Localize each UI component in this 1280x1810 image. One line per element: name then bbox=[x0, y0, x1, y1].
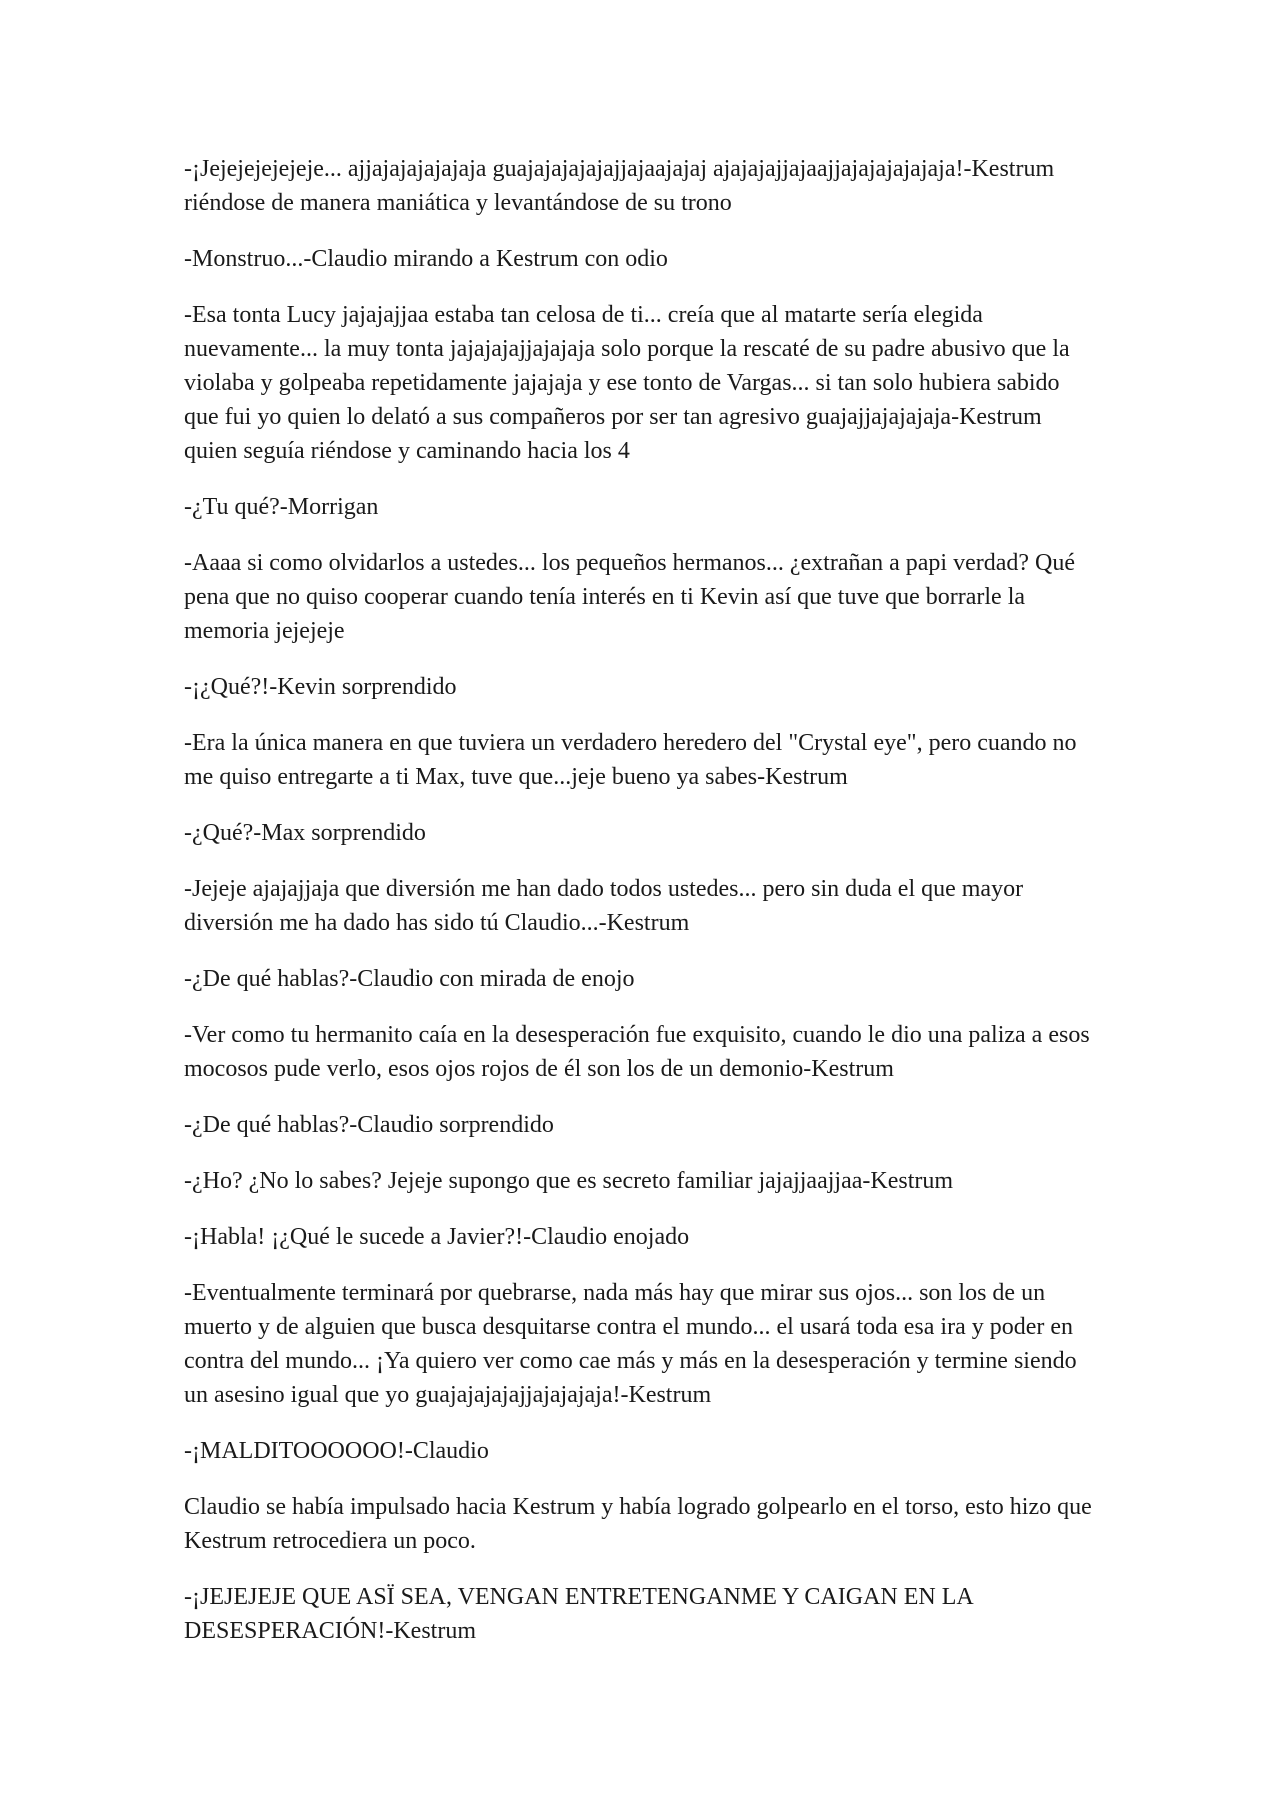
paragraph: -¿Qué?-Max sorprendido bbox=[184, 820, 426, 846]
paragraph: -Era la única manera en que tuviera un verdadero heredero del "Crystal eye", pero cuando no me quiso entregarte a ti Max, tuve que...jeje bueno ya sabes-Kestrum bbox=[184, 730, 1077, 790]
paragraph: -¡Habla! ¡¿Qué le sucede a Javier?!-Claudio enojado bbox=[184, 1224, 690, 1250]
paragraph: -¡JEJEJEJE QUE ASÏ SEA, VENGAN ENTRETENGANME Y CAIGAN EN LA DESESPERACIÓN!-Kestrum bbox=[184, 1584, 973, 1644]
paragraph: -¿Ho? ¿No lo sabes? Jejeje supongo que es secreto familiar jajajjaajjaa-Kestrum bbox=[184, 1168, 954, 1194]
paragraph: -¿De qué hablas?-Claudio sorprendido bbox=[184, 1112, 554, 1138]
paragraph: -Monstruo...-Claudio mirando a Kestrum con odio bbox=[184, 246, 668, 272]
paragraph: -¡¿Qué?!-Kevin sorprendido bbox=[184, 674, 457, 700]
paragraph: -¡Jejejejejejeje... ajjajajajajajaja guajajajajajajjajaajajaj ajajajajjajaajjajajajajajaja!-Kestrum riéndose de manera maniática y levantándose de su trono bbox=[184, 156, 1055, 216]
paragraph: Claudio se había impulsado hacia Kestrum y había logrado golpearlo en el torso, esto hizo que Kestrum retrocediera un poco. bbox=[184, 1494, 1092, 1554]
paragraph: -Aaaa si como olvidarlos a ustedes... los pequeños hermanos... ¿extrañan a papi verdad? Qué pena que no quiso cooperar cuando tenía interés en ti Kevin así que tuve que borrarle la memoria jejejeje bbox=[184, 550, 1076, 644]
paragraph: -Ver como tu hermanito caía en la desesperación fue exquisito, cuando le dio una paliza a esos mocosos pude verlo, esos ojos rojos de él son los de un demonio-Kestrum bbox=[184, 1022, 1090, 1082]
paragraph: -¡MALDITOOOOOO!-Claudio bbox=[184, 1438, 489, 1464]
paragraph: -Eventualmente terminará por quebrarse, nada más hay que mirar sus ojos... son los de un muerto y de alguien que busca desquitarse contra el mundo... el usará toda esa ira y poder en contra del mundo... ¡Ya quiero ver como cae más y más en la desesperación y termine siendo un asesino igual que yo guajajajajajjajajajaja!-Kestrum bbox=[184, 1280, 1077, 1408]
paragraph: -Esa tonta Lucy jajajajjaa estaba tan celosa de ti... creía que al matarte sería elegida nuevamente... la muy tonta jajajajajjajajaja solo porque la rescaté de su padre abusivo que la violaba y golpeaba repetidamente jajajaja y ese tonto de Vargas... si tan solo hubiera sabido que fui yo quien lo delató a sus compañeros por ser tan agresivo guajajjajajajaja-Kestrum quien seguía riéndose y caminando hacia los 4 bbox=[184, 302, 1070, 464]
paragraph: -¿De qué hablas?-Claudio con mirada de enojo bbox=[184, 966, 635, 992]
paragraph: -¿Tu qué?-Morrigan bbox=[184, 494, 379, 520]
paragraph: -Jejeje ajajajjaja que diversión me han dado todos ustedes... pero sin duda el que mayor diversión me ha dado has sido tú Claudio...-Kestrum bbox=[184, 876, 1024, 936]
document-body bbox=[184, 152, 1096, 1670]
